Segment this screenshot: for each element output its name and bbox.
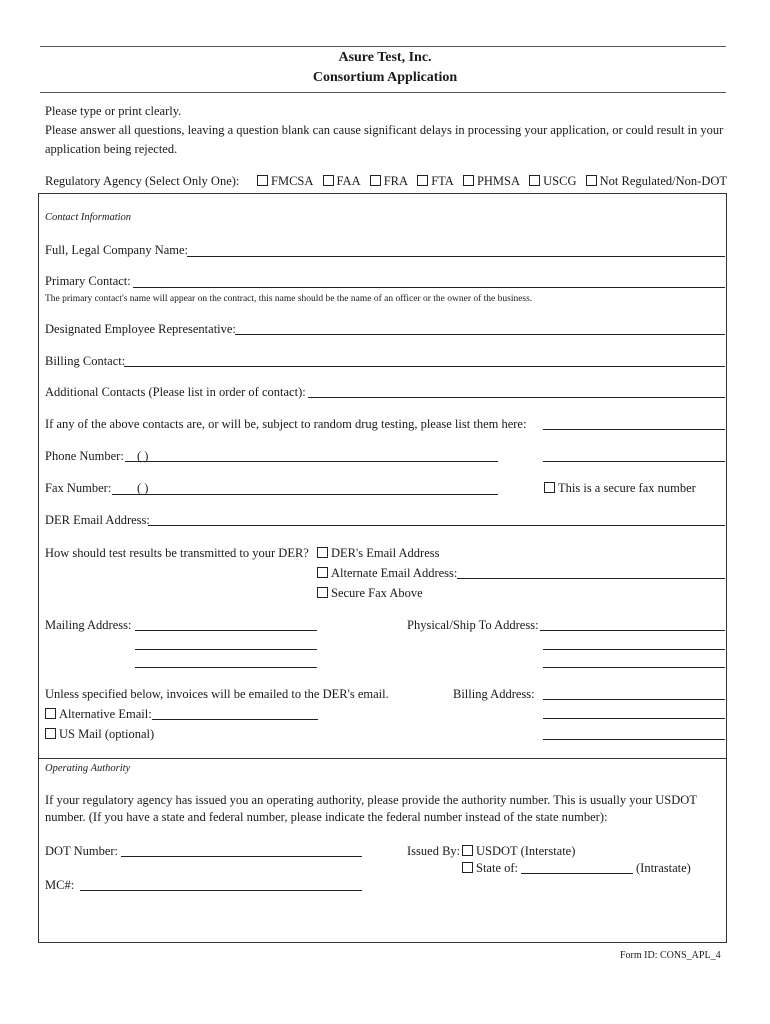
checkbox-state[interactable] xyxy=(462,862,473,873)
mailing-address-line-2[interactable] xyxy=(135,649,317,650)
checkbox-fta[interactable] xyxy=(417,175,428,186)
state-option[interactable]: State of: xyxy=(462,861,518,876)
agency-options xyxy=(257,174,727,189)
mailing-address-label: Mailing Address: xyxy=(45,618,132,632)
invoice-note: Unless specified below, invoices will be emailed to the DER's email. xyxy=(45,687,389,701)
fax-field[interactable] xyxy=(112,494,498,495)
additional-contacts-field[interactable] xyxy=(308,397,725,398)
transmit-option-der-email[interactable]: DER's Email Address xyxy=(317,546,440,561)
agency-option-fta[interactable]: FTA xyxy=(417,174,454,189)
checkbox-transmit-secure-fax[interactable] xyxy=(317,587,328,598)
der-field[interactable] xyxy=(235,334,725,335)
der-email-label: DER Email Address: xyxy=(45,513,150,527)
company-name-label: Full, Legal Company Name: xyxy=(45,243,189,257)
checkbox-phmsa[interactable] xyxy=(463,175,474,186)
checkbox-der-email[interactable] xyxy=(317,547,328,558)
alt-email-field[interactable] xyxy=(457,578,725,579)
authority-text-1: If your regulatory agency has issued you an operating authority, please provide the authority number. This is usually your USDOT xyxy=(45,793,697,807)
checkbox-alternative-email[interactable] xyxy=(45,708,56,719)
checkbox-non-dot[interactable] xyxy=(586,175,597,186)
dot-number-field[interactable] xyxy=(121,856,362,857)
agency-option-phmsa[interactable]: PHMSA xyxy=(463,174,520,189)
authority-section-title: Operating Authority xyxy=(45,763,131,774)
phone-field-extra[interactable] xyxy=(543,461,725,462)
agency-label: Regulatory Agency (Select Only One): xyxy=(45,174,240,188)
agency-option-fmcsa[interactable]: FMCSA xyxy=(257,174,313,189)
primary-contact-label: Primary Contact: xyxy=(45,274,131,288)
mailing-address-line-1[interactable] xyxy=(135,630,317,631)
checkbox-faa[interactable] xyxy=(323,175,334,186)
mc-field[interactable] xyxy=(80,890,362,891)
phone-field[interactable] xyxy=(125,461,498,462)
mailing-address-line-3[interactable] xyxy=(135,667,317,668)
company-name: Asure Test, Inc. xyxy=(338,50,432,65)
random-testing-field[interactable] xyxy=(543,429,725,430)
intro-line-3: application being rejected. xyxy=(45,142,178,156)
agency-option-non-dot[interactable]: Not Regulated/Non-DOT xyxy=(586,174,727,189)
intro-line-2: Please answer all questions, leaving a question blank can cause significant delays in processing your application, or could result in your xyxy=(45,123,724,137)
top-rule xyxy=(40,46,726,47)
checkbox-usdot[interactable] xyxy=(462,845,473,856)
physical-address-line-1[interactable] xyxy=(540,630,725,631)
fax-area-code: ( ) xyxy=(137,481,149,495)
physical-address-line-2[interactable] xyxy=(543,649,725,650)
agency-option-fra[interactable]: FRA xyxy=(370,174,408,189)
intro-line-1: Please type or print clearly. xyxy=(45,104,182,118)
contact-section-title: Contact Information xyxy=(45,212,132,223)
primary-contact-field[interactable] xyxy=(133,287,725,288)
phone-area-code: ( ) xyxy=(137,449,149,463)
alternative-email-option[interactable]: Alternative Email: xyxy=(45,707,152,722)
checkbox-secure-fax[interactable] xyxy=(544,482,555,493)
billing-address-label: Billing Address: xyxy=(453,687,535,701)
checkbox-uscg[interactable] xyxy=(529,175,540,186)
additional-contacts-label: Additional Contacts (Please list in order of contact): xyxy=(45,385,306,399)
der-email-field[interactable] xyxy=(148,525,725,526)
form-id: Form ID: CONS_APL_4 xyxy=(620,950,721,961)
secure-fax-option[interactable]: This is a secure fax number xyxy=(544,481,696,496)
checkbox-fra[interactable] xyxy=(370,175,381,186)
alternative-email-field[interactable] xyxy=(152,719,318,720)
der-label: Designated Employee Representative: xyxy=(45,322,236,336)
transmit-option-secure-fax[interactable]: Secure Fax Above xyxy=(317,586,423,601)
billing-address-line-2[interactable] xyxy=(543,718,725,719)
state-field[interactable] xyxy=(521,873,633,874)
authority-text-2: number. (If you have a state and federal number, please indicate the federal number instead of the state number): xyxy=(45,810,608,824)
primary-contact-note: The primary contact's name will appear on the contract, this name should be the name of an officer or the owner of the business. xyxy=(45,294,533,304)
billing-contact-field[interactable] xyxy=(124,366,725,367)
checkbox-us-mail[interactable] xyxy=(45,728,56,739)
random-testing-label: If any of the above contacts are, or will be, subject to random drug testing, please list them here: xyxy=(45,417,527,431)
form-title: Consortium Application xyxy=(312,70,458,85)
fax-label: Fax Number: xyxy=(45,481,112,495)
agency-option-uscg[interactable]: USCG xyxy=(529,174,576,189)
checkbox-alt-email[interactable] xyxy=(317,567,328,578)
agency-option-faa[interactable]: FAA xyxy=(323,174,361,189)
section-divider xyxy=(38,758,727,759)
physical-address-line-3[interactable] xyxy=(543,667,725,668)
us-mail-option[interactable]: US Mail (optional) xyxy=(45,727,154,742)
checkbox-fmcsa[interactable] xyxy=(257,175,268,186)
header-rule xyxy=(40,92,726,93)
intrastate-label: (Intrastate) xyxy=(636,861,691,875)
transmit-option-alt-email[interactable]: Alternate Email Address: xyxy=(317,566,457,581)
phone-label: Phone Number: xyxy=(45,449,124,463)
mc-label: MC#: xyxy=(45,878,75,892)
company-name-field[interactable] xyxy=(187,256,725,257)
billing-address-line-3[interactable] xyxy=(543,739,725,740)
transmit-label: How should test results be transmitted to your DER? xyxy=(45,546,309,560)
issued-by-label: Issued By: xyxy=(407,844,461,858)
usdot-option[interactable]: USDOT (Interstate) xyxy=(462,844,575,859)
billing-address-line-1[interactable] xyxy=(543,699,725,700)
physical-address-label: Physical/Ship To Address: xyxy=(407,618,539,632)
billing-contact-label: Billing Contact: xyxy=(45,354,126,368)
dot-number-label: DOT Number: xyxy=(45,844,119,858)
